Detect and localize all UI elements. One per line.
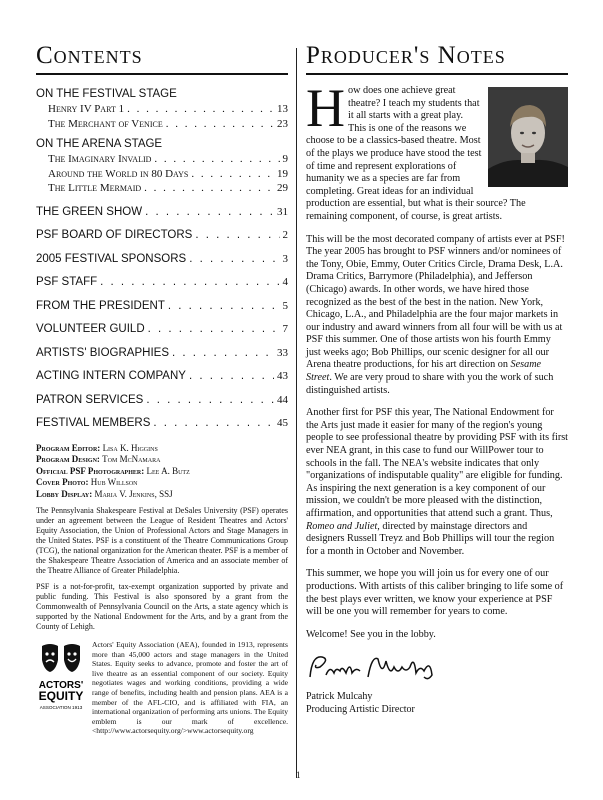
toc-entry	[36, 275, 288, 290]
toc-entry-label: FESTIVAL MEMBERS	[36, 417, 151, 429]
toc-entry-page: 19	[277, 167, 288, 180]
toc-entry-label: THE GREEN SHOW	[36, 205, 143, 218]
toc-entry-label: The Merchant of Venice	[48, 117, 163, 130]
credit-name: Maria V. Jenkins, SSJ	[94, 488, 173, 499]
toc-leader-dots	[146, 393, 274, 408]
toc-entry-page: 2	[282, 229, 288, 241]
equity-paragraph: Actors' Equity Association (AEA), founded in 1913, represents more than 45,000 actors and stage managers in the United States. Equity seeks to advance, promote and foster the art of live theatre as an essential component of our society. Equity negotiates wages and working conditions, providing a wide range of benefits, including health and pension plans. AEA is a member of the AFL-CIO, and is affiliated with FIA, an international organization of performing arts unions. The Equity emblem is our mark of excellence. <http://www.actorsequity.org/>www.actorsequity.org	[92, 640, 288, 736]
producers-notes-column	[306, 42, 568, 717]
producer-photo	[488, 87, 568, 187]
toc-entry-page: 3	[282, 252, 288, 265]
toc-leader-dots	[154, 152, 279, 167]
producers-notes-rule	[306, 73, 568, 75]
credit-role: Cover Photo:	[36, 477, 89, 487]
signature	[306, 647, 568, 687]
contents-rule	[36, 73, 288, 75]
program-credits	[36, 443, 288, 501]
credit-line	[36, 443, 288, 455]
credit-role: Official PSF Photographer:	[36, 465, 145, 476]
toc-section-heading: ON THE FESTIVAL STAGE	[36, 88, 177, 100]
credit-line	[36, 489, 288, 501]
toc-entry	[36, 416, 288, 431]
toc-entry-page: 31	[277, 205, 288, 218]
paragraph-nea: Another first for PSF this year, The National Endowment for the Arts just made it easier for many of the region's young people to see professional theatre by providing PSF with its first ever NEA grant, in this case to fund our WillPower tour to schools in the fall. The NEA's website indicates that only "organizations of indisputable quality" are eligible for funding. As inspiring the next generation is a key component of our mission, we couldn't be more pleased with the distinction, affirmation, and opportunities that attend such a grant. Thus, Romeo and Juliet, directed by mainstage directors and designers Russell Treyz and Bob Phillips will tour the region for a month in October and November.	[306, 407, 569, 557]
svg-text:EQUITY: EQUITY	[38, 689, 84, 703]
svg-text:ACTORS': ACTORS'	[38, 680, 84, 691]
toc-leader-dots	[148, 322, 280, 337]
toc-entry	[36, 228, 288, 243]
toc-section-heading: ON THE ARENA STAGE	[36, 138, 163, 150]
credit-name: Lee A. Butz	[146, 465, 190, 476]
toc-leader-dots	[168, 299, 280, 314]
toc-entry-label: Henry IV Part 1	[48, 103, 125, 115]
credit-role: Program Design:	[36, 454, 100, 464]
toc-leader-dots	[144, 181, 274, 196]
toc-entry-page: 43	[277, 370, 288, 382]
drop-cap: H	[306, 78, 345, 138]
toc-entry-label: 2005 FESTIVAL SPONSORS	[36, 252, 187, 265]
signer-title: Producing Artistic Director	[306, 703, 415, 715]
paragraph-awards: This will be the most decorated company of artists ever at PSF! The year 2005 has brought to PSF winners and/or nominees of the Tony, Obie, Emmy, Outer Critics Circle, Drama Desk, L.A. Drama Critics, Barrymore (Philadelphia), and Jefferson (Chicago) awards. In other words, we have hired those recognized as the best of the best in the nation. New York, Chicago, L.A., and Philadelphia are the four major markets in our industry and award winners from all four will be with us at PSF this summer. One of those artists won his fourth Emmy just weeks ago; Bob Phillips, our scenic designer for all our Arena theatre productions, for his art direction on Sesame Street. We are very proud to share with you the work of such distinguished artists.	[306, 233, 565, 396]
toc-leader-dots	[166, 117, 274, 132]
credit-line	[36, 454, 288, 466]
toc-entry-page: 9	[282, 153, 288, 165]
producers-notes-heading: Producer's Notes	[306, 42, 506, 69]
toc-entry-page: 45	[277, 417, 288, 429]
toc-entry-page: 44	[277, 393, 288, 406]
toc-leader-dots	[189, 252, 279, 267]
toc-entry-page: 5	[282, 299, 288, 312]
toc-entry-label: PSF STAFF	[36, 276, 98, 288]
toc-entry-label: The Imaginary Invalid	[48, 153, 152, 165]
toc-leader-dots	[153, 416, 274, 431]
intro-paragraph	[306, 78, 568, 224]
table-of-contents	[36, 87, 288, 431]
toc-leader-dots	[127, 102, 274, 117]
equity-block	[36, 640, 288, 736]
actors-equity-logo	[36, 640, 86, 736]
credit-name: Hub Willson	[90, 477, 138, 487]
toc-entry-page: 29	[277, 182, 288, 194]
toc-entry	[36, 102, 288, 117]
toc-entry-label: FROM THE PRESIDENT	[36, 299, 165, 312]
toc-entry-page: 4	[282, 276, 288, 288]
toc-leader-dots	[100, 275, 279, 290]
intro-text: ow does one achieve great theatre? I teach my students that it all starts with a great play. This is one of the reasons we choose to be a classics-based theatre. Most of the plays we produce have stood the test of time and represent explorations of humanity we as a species are far from completing. Great ideas for an individual production are essential, but what is their source? The remaining component, of course, is great artists.	[306, 85, 526, 222]
toc-entry-label: PATRON SERVICES	[36, 393, 144, 406]
paragraph-welcome: Welcome! See you in the lobby.	[306, 628, 436, 640]
contents-heading: Contents	[36, 42, 143, 69]
svg-text:ASSOCIATION 1913: ASSOCIATION 1913	[39, 705, 83, 710]
signer-name: Patrick Mulcahy	[306, 691, 373, 703]
page-number: 1	[296, 770, 301, 780]
toc-entry	[36, 299, 288, 314]
credit-name: Tom McNamara	[102, 454, 161, 464]
toc-leader-dots	[195, 228, 279, 243]
toc-entry	[36, 117, 288, 132]
toc-entry	[36, 369, 288, 384]
about-paragraph: The Pennsylvania Shakespeare Festival at DeSales University (PSF) operates under an agreement between the League of Resident Theatres and Actors' Equity Association, the Union of Professional Actors and Stage Managers in the United States. PSF is a constituent of the Theatre Communications Group (TCG), the national organization for the American theater. PSF is a member of the Shakespeare Theatre Association of America and an associate member of the Theatre Alliance of Greater Philadelphia.	[36, 506, 288, 575]
toc-leader-dots	[172, 346, 274, 361]
credit-name: Lisa K. Higgins	[102, 442, 158, 453]
toc-entry-label: ACTING INTERN COMPANY	[36, 370, 186, 382]
toc-entry-page: 13	[277, 103, 288, 115]
toc-entry	[36, 252, 288, 267]
credit-role: Lobby Display:	[36, 488, 93, 499]
toc-leader-dots	[191, 167, 274, 182]
toc-entry	[36, 205, 288, 220]
toc-leader-dots	[145, 205, 274, 220]
paragraph-summer: This summer, we hope you will join us for every one of our productions. With artists of this caliber bringing to life some of the best plays ever written, we know your experience at PSF will be one you will remember for years to come.	[306, 568, 564, 618]
toc-entry	[36, 152, 288, 167]
credit-role: Program Editor:	[36, 442, 101, 453]
toc-entry-label: The Little Mermaid	[48, 182, 142, 194]
toc-entry-label: Around the World in 80 Days	[48, 167, 189, 180]
toc-entry	[36, 346, 288, 361]
contents-column	[36, 42, 288, 736]
column-divider	[296, 48, 297, 778]
toc-entry	[36, 167, 288, 182]
credit-line	[36, 477, 288, 489]
toc-entry	[36, 181, 288, 196]
toc-entry-label: PSF BOARD OF DIRECTORS	[36, 229, 193, 241]
toc-entry-label: ARTISTS' BIOGRAPHIES	[36, 346, 169, 359]
toc-entry	[36, 322, 288, 337]
credit-line	[36, 466, 288, 478]
toc-entry-page: 33	[277, 346, 288, 359]
toc-entry-page: 23	[277, 117, 288, 130]
toc-entry	[36, 393, 288, 408]
toc-entry-label: VOLUNTEER GUILD	[36, 323, 145, 335]
toc-leader-dots	[189, 369, 274, 384]
nonprofit-paragraph: PSF is a not-for-profit, tax-exempt organization supported by private and public funding. This Festival is also sponsored by a grant from the Commonwealth of Pennsylvania Council on the Arts, a state agency which is supported by the National Endowment for the Arts, and by a grant from the County of Lehigh.	[36, 582, 288, 631]
toc-entry-page: 7	[282, 323, 288, 335]
